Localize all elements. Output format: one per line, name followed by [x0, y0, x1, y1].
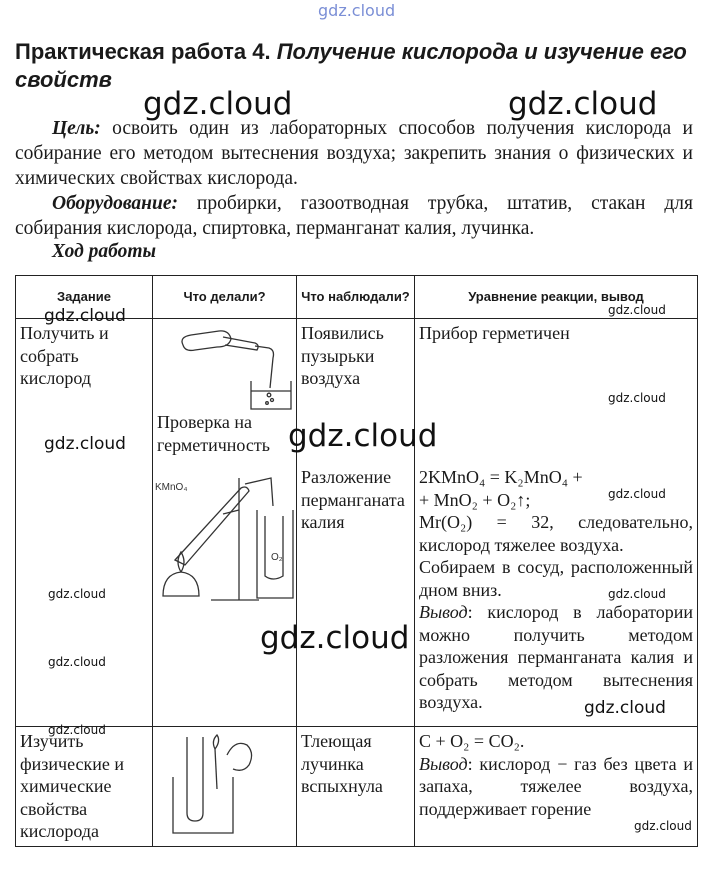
row2-task: Изучить физические и химические свойства кислорода	[16, 727, 153, 847]
watermark-top: gdz.cloud	[318, 1, 396, 20]
conclusion-text: : кислород − газ без цвета и запаха, тяжелее воздуха, поддерживает горение	[419, 753, 693, 819]
conclusion-label: Вывод	[419, 753, 468, 774]
row1-did	[153, 319, 297, 727]
o2-label: O₂	[271, 552, 283, 563]
header-equation: Уравнение реакции, вывод	[415, 276, 698, 319]
watermark-small: gdz.cloud	[608, 587, 666, 601]
work-table	[15, 275, 698, 847]
row1-observed	[297, 319, 415, 727]
watermark-medium: gdz.cloud	[44, 434, 126, 454]
watermark-large: gdz.cloud	[508, 86, 658, 122]
watermark-small: gdz.cloud	[608, 487, 666, 501]
mr-text: Mr(O₂) = 32, следовательно, кислород тяжелее воздуха.	[419, 512, 693, 555]
watermark-small: gdz.cloud	[608, 391, 666, 405]
bubble	[271, 399, 274, 402]
table-row	[16, 727, 698, 847]
watermark-small: gdz.cloud	[608, 303, 666, 317]
intro-block	[15, 116, 693, 241]
conclusion-label: Вывод	[419, 602, 468, 622]
bubble	[266, 402, 269, 405]
row2-observed: Тлеющая лучинка вспыхнула	[297, 727, 415, 847]
airtight-test-drawing	[153, 319, 295, 411]
hand-shape	[182, 331, 231, 351]
progress-heading: Ход работы	[52, 241, 157, 262]
equipment-text: пробирки, газоотводная трубка, штатив, стакан для собирания кислорода, спиртовка, перманганат калия, лучинка.	[15, 193, 693, 239]
watermark-small: gdz.cloud	[48, 723, 106, 737]
row2-did	[153, 727, 297, 847]
delivery-tube	[245, 478, 273, 506]
watermark-small: gdz.cloud	[634, 819, 692, 833]
header-did: Что делали?	[153, 276, 297, 319]
goal-text: освоить один из лабораторных способов получения кислорода и собирание его методом вытеснения воздуха; закрепить знания о физических и химических свойствах кислорода.	[15, 118, 693, 189]
inverted-vessel	[265, 516, 283, 579]
eq-line2: + MnO₂ + O₂↑;	[419, 489, 531, 510]
eq-line1: 2KMnO₄ = K₂MnO₄ +	[419, 467, 583, 487]
spirit-lamp	[163, 572, 199, 596]
row1-task-text: Получить и собрать кислород	[20, 323, 109, 388]
kmno4-label: KMnO₄	[155, 482, 188, 493]
decomposition-drawing	[153, 464, 295, 604]
hand-shape	[227, 743, 252, 770]
equipment-label: Оборудование:	[52, 193, 178, 214]
header-observed: Что наблюдали?	[297, 276, 415, 319]
splint-flame	[213, 735, 218, 749]
splint-test-drawing	[153, 727, 295, 837]
table-row	[16, 319, 698, 727]
splint	[215, 749, 217, 789]
watermark-small: gdz.cloud	[48, 587, 106, 601]
row1-result	[415, 319, 698, 727]
header-task: Задание	[16, 276, 153, 319]
equipment-paragraph	[15, 191, 693, 241]
row1-conclusion	[419, 601, 693, 714]
watermark-large: gdz.cloud	[260, 620, 410, 656]
test-tube	[187, 737, 203, 821]
title-plain: Практическая работа 4.	[15, 39, 271, 64]
heated-tube	[175, 487, 249, 565]
goal-label: Цель:	[52, 118, 101, 139]
goal-paragraph	[15, 116, 693, 191]
title-italic: Получение кислорода и изучение его свойств	[15, 39, 687, 92]
row1-obs1: Появились пузырьки воздуха	[301, 323, 384, 388]
row1-obs2: Разложение перманганата калия	[301, 467, 405, 532]
watermark-large: gdz.cloud	[288, 418, 438, 454]
watermark-small: gdz.cloud	[48, 655, 106, 669]
bubble	[267, 393, 271, 397]
collect-text: Собираем в сосуд, расположенный дном вниз.	[419, 557, 693, 600]
row2-conclusion	[419, 753, 693, 821]
watermark-large: gdz.cloud	[143, 86, 293, 122]
gas-tube	[255, 346, 274, 388]
airtight-caption: Проверка на герметичность	[157, 412, 270, 455]
watermark-medium: gdz.cloud	[44, 306, 126, 326]
row1-res1: Прибор герметичен	[419, 323, 570, 343]
conclusion-text: : кислород в лаборатории можно получить методом разложения перманганата калия и собрать методом вытеснения воздуха.	[419, 602, 693, 712]
watermark-medium: gdz.cloud	[584, 698, 666, 718]
row2-eq: C + O₂ = CO₂.	[419, 731, 525, 751]
